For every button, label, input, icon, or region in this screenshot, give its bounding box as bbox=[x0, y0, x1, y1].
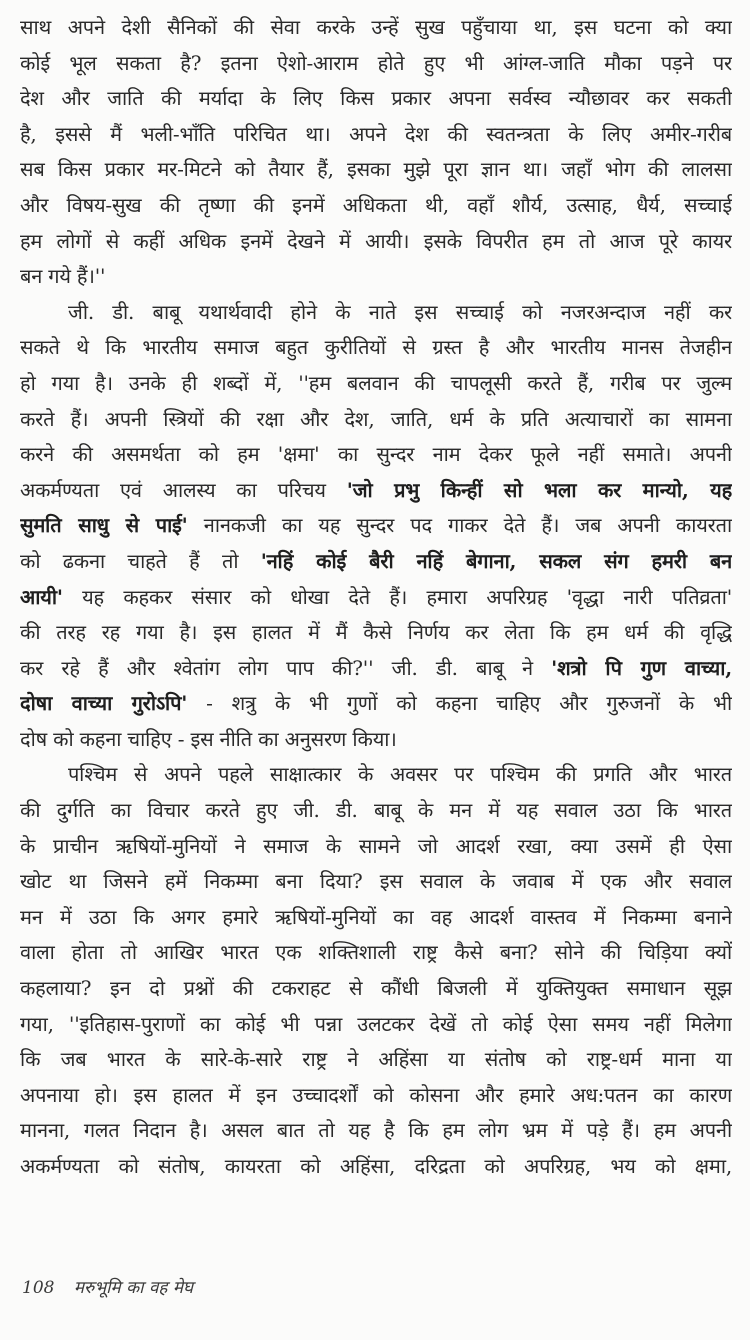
text-line: देश और जाति की मर्यादा के लिए किस प्रकार अपना सर्वस्व न्यौछावर कर सकती bbox=[20, 86, 732, 111]
line-text: को ढकना चाहते हैं तो bbox=[20, 548, 261, 573]
line-text: - शत्रु के भी गुणों को कहना चाहिए और गुरुजनों के भी bbox=[187, 691, 732, 716]
text-line: मानना, गलत निदान है। असल बात तो यह है कि हम लोग भ्रम में पड़े हैं। हम अपनी bbox=[20, 1118, 732, 1143]
line-text: कर रहे हैं और श्वेतांग लोग पाप की?'' जी. डी. बाबू ने bbox=[20, 655, 552, 680]
text-line: वाला होता तो आखिर भारत एक शक्तिशाली राष्ट्र कैसे बना? सोने की चिड़िया क्यों bbox=[20, 940, 732, 965]
text-line: साथ अपने देशी सैनिकों की सेवा करके उन्हें सुख पहुँचाया था, इस घटना को क्या bbox=[20, 15, 732, 39]
text-line: कहलाया? इन दो प्रश्नों की टकराहट से कौंधी बिजली में युक्तियुक्त समाधान सूझ bbox=[20, 976, 732, 1001]
text-line: है, इससे मैं भली-भाँति परिचित था। अपने देश की स्वतन्त्रता के लिए अमीर-गरीब bbox=[20, 121, 732, 146]
page-number: 108 bbox=[22, 1278, 55, 1298]
text-line bbox=[20, 580, 732, 616]
text-line: सब किस प्रकार मर-मिटने को तैयार हैं, इसका मुझे पूरा ज्ञान था। जहाँ भोग की लालसा bbox=[20, 157, 732, 182]
text-line: करने की असमर्थता को हम 'क्षमा' का सुन्दर नाम देकर फूले नहीं समाते। अपनी bbox=[20, 442, 732, 467]
text-line: अपनाया हो। इस हालत में इन उच्चादर्शों को कोसना और हमारे अध:पतन का कारण bbox=[20, 1082, 732, 1107]
bold-quote: 'नहिं कोई बैरी नहिं बेगाना, सकल संग हमरी बन bbox=[260, 548, 732, 573]
text-line: दोष को कहना चाहिए - इस नीति का अनुसरण किया। bbox=[20, 726, 397, 751]
line-text: यह कहकर संसार को धोखा देते हैं। हमारा अपरिग्रह 'वृद्धा नारी पतिव्रता' bbox=[62, 584, 732, 609]
text-line: हो गया है। उनके ही शब्दों में, ''हम बलवान की चापलूसी करते हैं, गरीब पर जुल्म bbox=[20, 370, 732, 395]
bold-quote: दोषा वाच्या गुरोऽपि' bbox=[20, 691, 188, 716]
paragraph-start-line: जी. डी. बाबू यथार्थवादी होने के नाते इस सच्चाई को नजरअन्दाज नहीं कर bbox=[68, 299, 732, 324]
bold-quote: सुमति साधु से पाई' bbox=[20, 513, 188, 538]
text-line: हम लोगों से कहीं अधिक इनमें देखने में आयी। इसके विपरीत हम तो आज पूरे कायर bbox=[20, 228, 732, 253]
text-line bbox=[20, 508, 732, 544]
text-line: मन में उठा कि अगर हमारे ऋषियों-मुनियों का वह आदर्श वास्तव में निकम्मा बनाने bbox=[20, 904, 732, 929]
text-line: और विषय-सुख की तृष्णा की इनमें अधिकता थी, वहाँ शौर्य, उत्साह, धैर्य, सच्चाई bbox=[20, 192, 732, 217]
text-line: गया, ''इतिहास-पुराणों का कोई भी पन्ना उलटकर देखें तो कोई ऐसा समय नहीं मिलेगा bbox=[20, 1011, 732, 1036]
text-line: करते हैं। अपनी स्त्रियों की रक्षा और देश, जाति, धर्म के प्रति अत्याचारों का सामना bbox=[20, 406, 732, 431]
text-line bbox=[20, 544, 732, 580]
text-line: अकर्मण्यता को संतोष, कायरता को अहिंसा, दरिद्रता को अपरिग्रह, भय को क्षमा, bbox=[20, 1154, 732, 1178]
text-line bbox=[20, 686, 732, 722]
text-line bbox=[20, 651, 732, 687]
line-text: अकर्मण्यता एवं आलस्य का परिचय bbox=[20, 477, 347, 502]
text-line: के प्राचीन ऋषियों-मुनियों ने समाज के सामने जो आदर्श रखा, क्या उसमें ही ऐसा bbox=[20, 833, 732, 858]
body-text bbox=[20, 10, 732, 1185]
text-line: कोई भूल सकता है? इतना ऐशो-आराम होते हुए भी आंग्ल-जाति मौका पड़ने पर bbox=[20, 50, 732, 75]
text-line: बन गये हैं।'' bbox=[20, 264, 106, 289]
bold-quote: आयी' bbox=[20, 584, 63, 609]
bold-quote: 'शत्रो पि गुण वाच्या, bbox=[551, 655, 732, 680]
running-title: मरुभूमि का वह मेघ bbox=[73, 1278, 194, 1298]
line-text: नानकजी का यह सुन्दर पद गाकर देते हैं। जब अपनी कायरता bbox=[187, 513, 732, 538]
text-line: सकते थे कि भारतीय समाज बहुत कुरीतियों से ग्रस्त है और भारतीय मानस तेजहीन bbox=[20, 335, 732, 360]
text-line bbox=[20, 473, 732, 509]
text-line: कि जब भारत के सारे-के-सारे राष्ट्र ने अहिंसा या संतोष को राष्ट्र-धर्म माना या bbox=[20, 1047, 732, 1072]
bold-quote: 'जो प्रभु किन्हीं सो भला कर मान्यो, यह bbox=[346, 477, 732, 502]
paragraph-start-line: पश्चिम से अपने पहले साक्षात्कार के अवसर पर पश्चिम की प्रगति और भारत bbox=[68, 762, 732, 787]
text-line: की तरह रह गया है। इस हालत में मैं कैसे निर्णय कर लेता कि हम धर्म की वृद्धि bbox=[20, 620, 732, 645]
text-line: खोट था जिसने हमें निकम्मा बना दिया? इस सवाल के जवाब में एक और सवाल bbox=[20, 869, 732, 894]
text-line: की दुर्गति का विचार करते हुए जी. डी. बाबू के मन में यह सवाल उठा कि भारत bbox=[20, 798, 732, 823]
page-footer bbox=[22, 1275, 193, 1298]
